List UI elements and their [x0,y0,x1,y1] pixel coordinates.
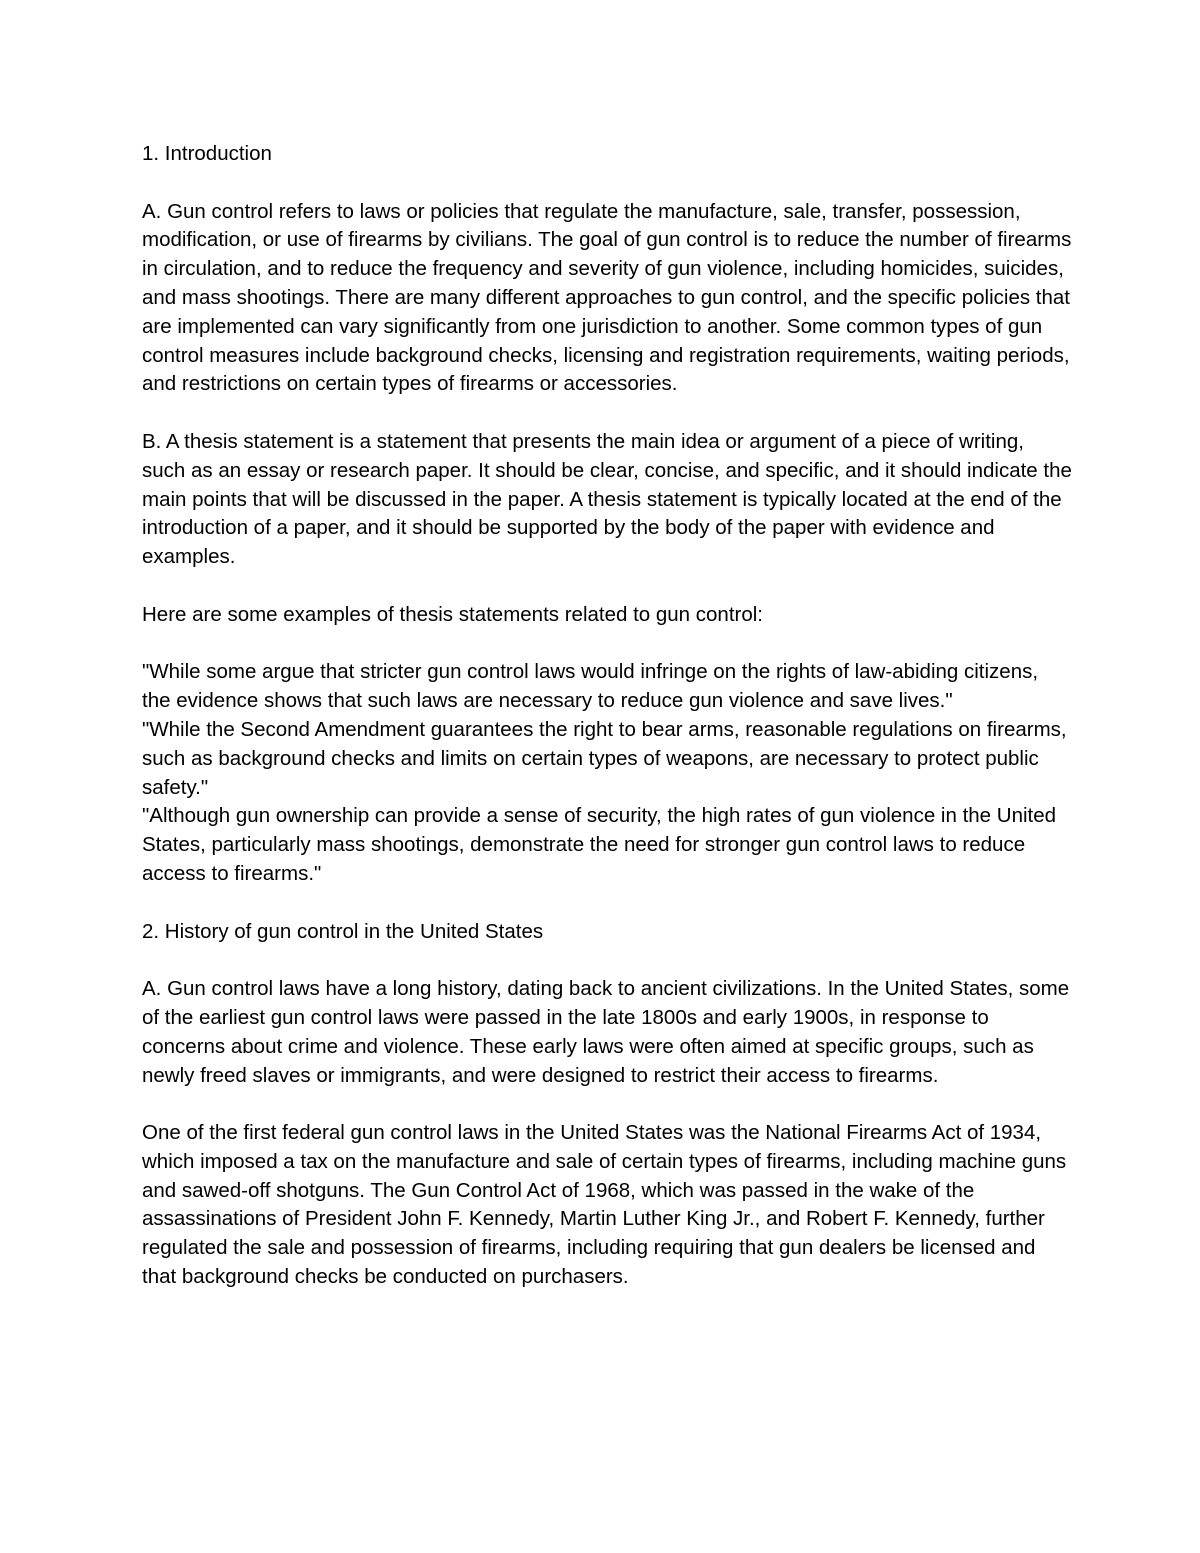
paragraph-examples-intro: Here are some examples of thesis statements related to gun control: [142,602,764,626]
section-heading-history: 2. History of gun control in the United States [142,919,544,943]
thesis-example-3: "Although gun ownership can provide a sense of security, the high rates of gun violence in the United States, particularly mass shootings, demonstrate the need for stronger gun control laws to reduce access to firearms." [142,804,1057,885]
paragraph-history-federal-laws: One of the first federal gun control laws in the United States was the National Firearms Act of 1934, which imposed a tax on the manufacture and sale of certain types of firearms, including machine guns and sawed-off shotguns. The Gun Control Act of 1968, which was passed in the wake of the assassinations of President John F. Kennedy, Martin Luther King Jr., and Robert F. Kennedy, further regulated the sale and possession of firearms, including requiring that gun dealers be licensed and that background checks be conducted on purchasers. [142,1121,1067,1289]
document-body [142,140,1072,1321]
paragraph-history-early-laws: A. Gun control laws have a long history, dating back to ancient civilizations. In the United States, some of the earliest gun control laws were passed in the late 1800s and early 1900s, in response to concerns about crime and violence. These early laws were often aimed at specific groups, such as newly freed slaves or immigrants, and were designed to restrict their access to firearms. [142,977,1070,1087]
paragraph-gun-control-definition: A. Gun control refers to laws or policies that regulate the manufacture, sale, transfer, possession, modification, or use of firearms by civilians. The goal of gun control is to reduce the number of firearms in circulation, and to reduce the frequency and severity of gun violence, including homicides, suicides, and mass shootings. There are many different approaches to gun control, and the specific policies that are implemented can vary significantly from one jurisdiction to another. Some common types of gun control measures include background checks, licensing and registration requirements, waiting periods, and restrictions on certain types of firearms or accessories. [142,199,1072,396]
paragraph-thesis-statement: B. A thesis statement is a statement that presents the main idea or argument of a piece of writing, such as an essay or research paper. It should be clear, concise, and specific, and it should indicate the main points that will be discussed in the paper. A thesis statement is typically located at the end of the introduction of a paper, and it should be supported by the body of the paper with evidence and examples. [142,429,1072,569]
section-heading-introduction: 1. Introduction [142,142,272,165]
thesis-example-2: "While the Second Amendment guarantees the right to bear arms, reasonable regulations on firearms, such as background checks and limits on certain types of weapons, are necessary to protect public safety." [142,717,1067,799]
thesis-example-1: "While some argue that stricter gun control laws would infringe on the rights of law-abiding citizens, the evidence shows that such laws are necessary to reduce gun violence and save lives." [142,660,1039,713]
